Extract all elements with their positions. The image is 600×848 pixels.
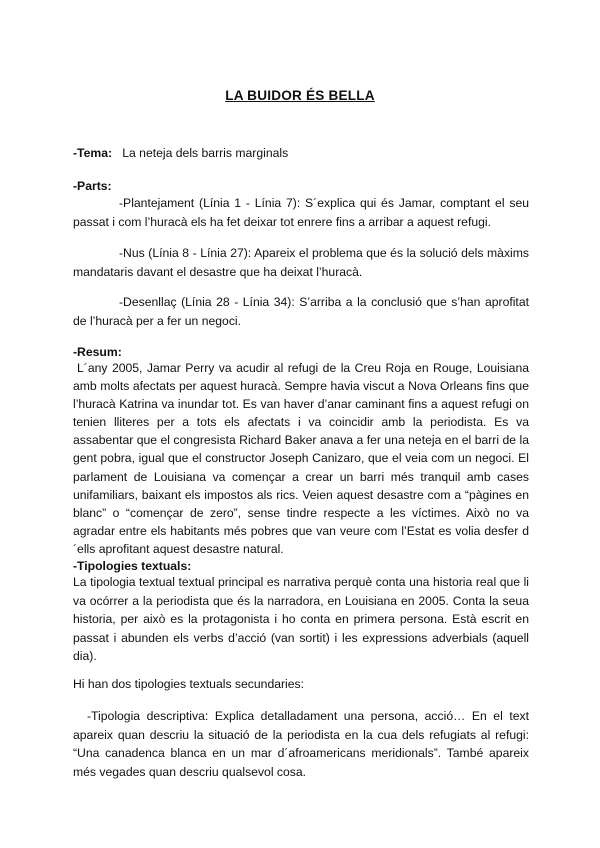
- tema-text: La neteja dels barris marginals: [122, 146, 289, 160]
- parts-item-plantejament: -Plantejament (Línia 1 - Línia 7): S´explica qui és Jamar, comptant el seu passat i com l’huracà els ha fet deixar tot enrere fins a arribar a aquest refugi.: [73, 196, 529, 229]
- parts-item-desenllac: -Desenllaç (Línia 28 - Línia 34): S’arriba a la conclusió que s’han aprofitat de l’huracà per a fer un negoci.: [73, 295, 529, 328]
- tema-line: [73, 144, 288, 162]
- tema-label: -Tema:: [73, 146, 113, 160]
- secundaries-line: Hi han dos tipologies textuals secundaries:: [73, 677, 305, 691]
- document-title: LA BUIDOR ÉS BELLA: [225, 88, 375, 103]
- tipologies-text: La tipologia textual textual principal es narrativa perquè conta una historia real que li va ocórrer a la periodista que és la narradora, en Louisiana en 2005. Conta la seua historia, per això es la protagonista i ho conta en primera persona. Està escrit en passat i abunden els verbs d’acció (van sortit) i les expressions adverbials (aquell dia).: [73, 575, 529, 664]
- parts-item-nus: -Nus (Línia 8 - Línia 27): Apareix el problema que és la solució dels màxims mandataris davant el desastre que ha deixat l’huracà.: [73, 246, 529, 279]
- tipologies-label: -Tipologies textuals:: [73, 559, 192, 573]
- descriptiva-text: -Tipologia descriptiva: Explica detalladament una persona, acció… En el text apareix quan descriu la situació de la periodista en la cua dels refugiats al refugi: “Una canadenca blanca en un mar d´afroamericans meridionals”. També apareix més vegades quan descriu qualsevol cosa.: [73, 709, 529, 779]
- parts-label: -Parts:: [73, 179, 112, 193]
- resum-text: L´any 2005, Jamar Perry va acudir al refugi de la Creu Roja en Rouge, Louisiana amb molts afectats per aquest huracà. Sempre havia viscut a Nova Orleans fins que l’huracà Katrina va inundar tot. Es van haver d’anar caminant fins a aquest refugi on tenien lliteres per a tots els afectats i va coincidir amb la periodista. Es va assabentar que el congresista Richard Baker anava a fer una neteja en el barri de la gent pobra, igual que el constructor Joseph Canizaro, que el veia com un negoci. El parlament de Louisiana va començar a crear un barri més tranquil amb cases unifamiliars, baixant els impostos als rics. Veien aquest desastre com a “pàgines en blanc” o “començar de zero”, sense tindre respecte a les víctimes. Això no va agradar entre els habitants més pobres que van veure com l’Estat es volia desfer d´ells aprofitant aquest desastre natural.: [73, 361, 529, 556]
- resum-label: -Resum:: [73, 345, 122, 359]
